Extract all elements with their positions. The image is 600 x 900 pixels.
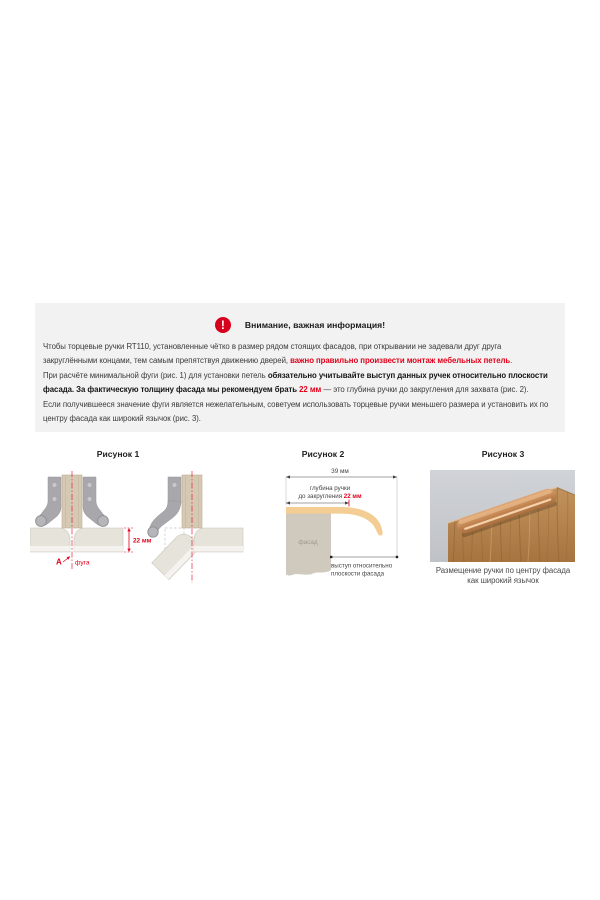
- p2-bold-text: обязательно учитывайте выступ данных ручек относительно плоскости фасада. За фактическую толщину фасада мы рекомендуем брать: [43, 370, 548, 395]
- p1-red-bold-text: важно правильно произвести монтаж мебельных петель: [290, 356, 511, 366]
- label-a: А: [56, 557, 62, 567]
- p1-period: .: [510, 356, 513, 366]
- depth-label-line2: [298, 493, 362, 500]
- hinge-left: [36, 477, 61, 526]
- door-panel-right-2: [194, 528, 243, 552]
- figure-2-title: Рисунок 2: [301, 449, 345, 459]
- protrusion-label-line2: плоскости фасада: [331, 570, 385, 578]
- p1-text: Чтобы торцевые ручки RT110, установленные чётко в размер рядом стоящих фасадов, при открывании не задевали друг друга закруглёнными концами, тем самым препятствуя движению дверей,: [43, 342, 502, 366]
- facade-label: фасад: [298, 539, 318, 546]
- notice-header: [43, 316, 557, 334]
- notice-box: [35, 303, 565, 432]
- p2-text-end: — это глубина ручки до закругления для захвата (рис. 2).: [321, 385, 529, 395]
- p2-text: При расчёте минимальной фуги (рис. 1) для установки петель: [43, 370, 268, 380]
- notice-paragraph-2: [43, 369, 557, 398]
- notice-title: Внимание, важная информация!: [244, 320, 386, 330]
- p3-text: Если получившееся значение фуги является нежелательным, советуем использовать торцевые ручки меньшего размера и установить их по центру фасада как широкий язычок (рис. 3).: [43, 399, 549, 424]
- gap-label: [56, 557, 90, 567]
- facade-panel: [286, 514, 331, 576]
- label-fuga: фуга: [75, 559, 90, 567]
- dim-39-label: 39 мм: [331, 468, 349, 475]
- p2-red-value: 22 мм: [299, 385, 322, 395]
- figure-3-title: Рисунок 3: [481, 449, 525, 459]
- caption-line-2: как широкий язычок: [467, 575, 539, 585]
- door-panel-right: [74, 528, 123, 552]
- depth-label-text: до закругления: [298, 493, 344, 500]
- figure-3-photo: [430, 470, 575, 562]
- hinge-right: [83, 477, 108, 526]
- depth-label-line1: глубина ручки: [309, 485, 351, 492]
- hinge-assembly-open: [148, 471, 260, 583]
- notice-paragraph-3: [43, 398, 557, 427]
- caption-line-1: Размещение ручки по центру фасада: [435, 566, 571, 575]
- figure-2-drawing: [283, 462, 405, 590]
- door-panel-left: [30, 528, 70, 552]
- dimension-protrusion: [330, 556, 398, 578]
- dimension-depth: [286, 485, 362, 507]
- hinge-assembly-closed: [30, 471, 152, 569]
- figure-1-title: Рисунок 1: [96, 449, 140, 459]
- figure-3-caption: [420, 566, 586, 585]
- dim-22-label: 22 мм: [133, 537, 152, 545]
- door-panel-open: [152, 530, 201, 580]
- warning-exclamation-icon: !: [215, 317, 231, 333]
- depth-value: 22 мм: [343, 493, 362, 500]
- figure-1-drawing: [30, 465, 260, 595]
- protrusion-label-line1: выступ относительно: [331, 562, 393, 570]
- notice-paragraph-1: [43, 340, 557, 369]
